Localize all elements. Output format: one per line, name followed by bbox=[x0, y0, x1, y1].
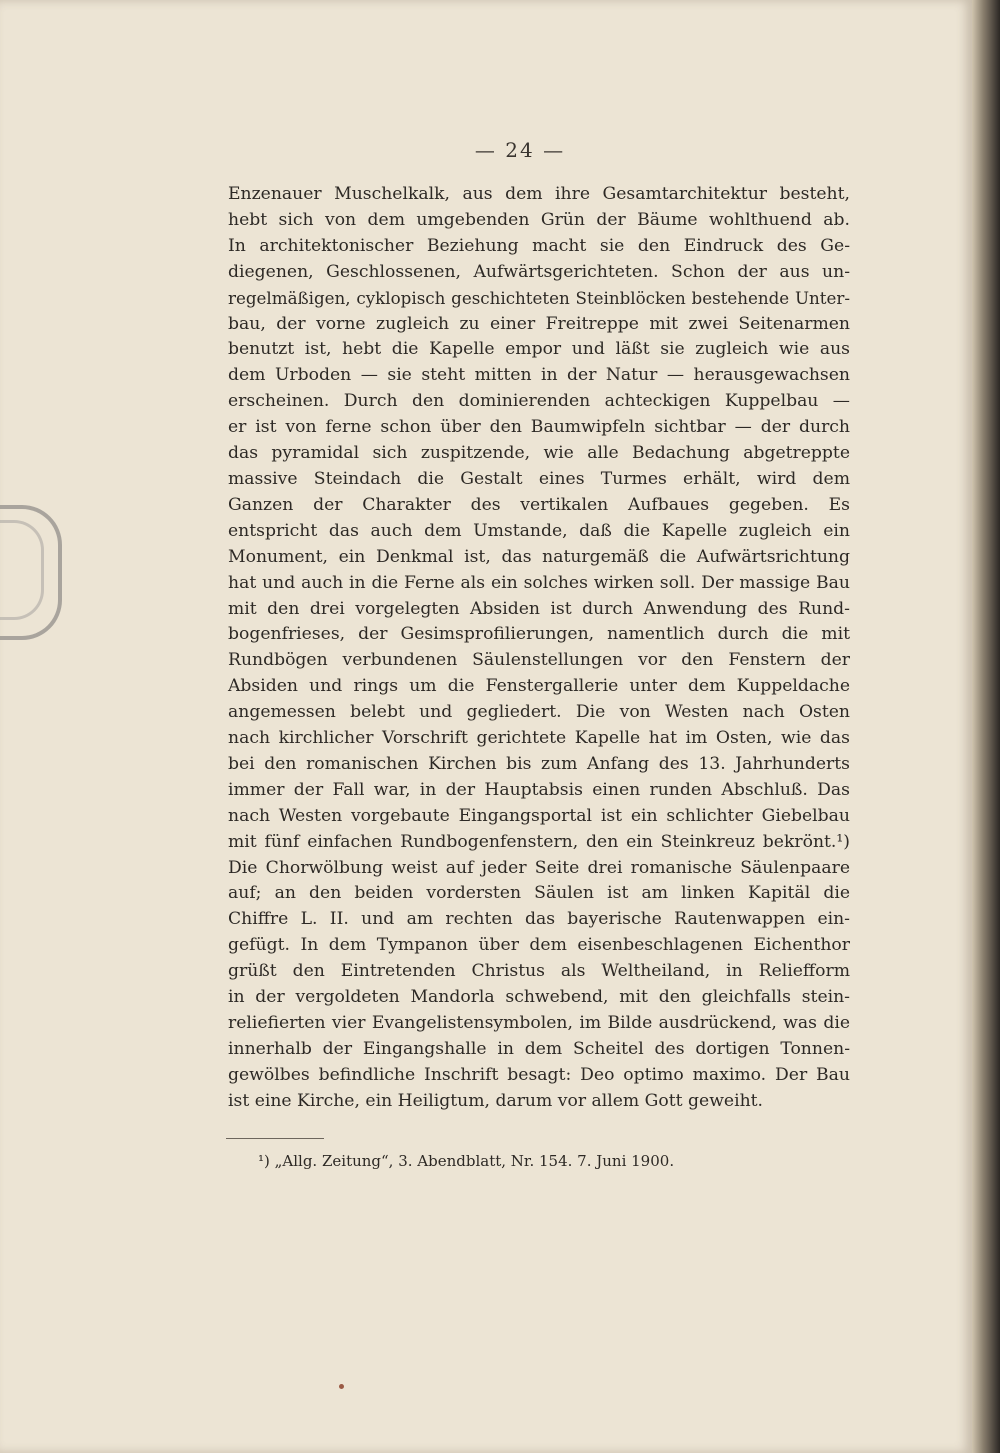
text-line: diegenen, Geschlossenen, Aufwärtsgerichteten. Schon der aus un- bbox=[228, 261, 850, 282]
text-line: in der vergoldeten Mandorla schwebend, mit den gleichfalls stein- bbox=[228, 987, 850, 1008]
text-line: mit den drei vorgelegten Absiden ist durch Anwendung des Rund- bbox=[228, 598, 850, 619]
text-line: In architektonischer Beziehung macht sie den Eindruck des Ge- bbox=[228, 235, 850, 256]
text-line: Chiffre L. II. und am rechten das bayerische Rautenwappen ein- bbox=[228, 909, 850, 930]
paper-clip-inner bbox=[0, 520, 44, 620]
text-line: innerhalb der Eingangshalle in dem Scheitel des dortigen Tonnen- bbox=[228, 1038, 850, 1059]
text-line: bei den romanischen Kirchen bis zum Anfang des 13. Jahrhunderts bbox=[228, 753, 850, 774]
text-line: Monument, ein Denkmal ist, das naturgemäß die Aufwärtsrichtung bbox=[228, 546, 850, 567]
text-line: auf; an den beiden vordersten Säulen ist am linken Kapitäl die bbox=[228, 883, 850, 904]
text-line: benutzt ist, hebt die Kapelle empor und läßt sie zugleich wie aus bbox=[228, 339, 850, 360]
text-line: grüßt den Eintretenden Christus als Weltheiland, in Reliefform bbox=[228, 961, 850, 982]
footnote-rule bbox=[226, 1138, 324, 1139]
text-line: Absiden und rings um die Fenstergallerie unter dem Kuppeldache bbox=[228, 676, 850, 697]
text-line: ist eine Kirche, ein Heiligtum, darum vor allem Gott geweiht. bbox=[228, 1090, 764, 1111]
text-line: dem Urboden — sie steht mitten in der Natur — herausgewachsen bbox=[228, 365, 850, 386]
text-line: gewölbes befindliche Inschrift besagt: Deo optimo maximo. Der Bau bbox=[228, 1064, 850, 1085]
text-line: nach kirchlicher Vorschrift gerichtete Kapelle hat im Osten, wie das bbox=[228, 728, 850, 749]
text-line: mit fünf einfachen Rundbogenfenstern, den ein Steinkreuz bekrönt.¹) bbox=[228, 831, 850, 852]
text-line: nach Westen vorgebaute Eingangsportal ist ein schlichter Giebelbau bbox=[228, 805, 850, 826]
text-line: reliefierten vier Evangelistensymbolen, im Bilde ausdrückend, was die bbox=[228, 1013, 850, 1033]
text-line: Ganzen der Charakter des vertikalen Aufbaues gegeben. Es bbox=[228, 494, 850, 515]
text-line: erscheinen. Durch den dominierenden achteckigen Kuppelbau — bbox=[228, 391, 850, 412]
text-line: regelmäßigen, cyklopisch geschichteten Steinblöcken bestehende Unter- bbox=[228, 287, 850, 308]
text-line: hebt sich von dem umgebenden Grün der Bäume wohlthuend ab. bbox=[228, 209, 850, 230]
text-line: entspricht das auch dem Umstande, daß die Kapelle zugleich ein bbox=[228, 520, 850, 541]
body-text bbox=[228, 182, 850, 1115]
text-line: massive Steindach die Gestalt eines Turmes erhält, wird dem bbox=[228, 468, 850, 489]
text-line: Enzenauer Muschelkalk, aus dem ihre Gesamtarchitektur besteht, bbox=[228, 184, 850, 204]
text-line: er ist von ferne schon über den Baumwipfeln sichtbar — der durch bbox=[228, 417, 850, 438]
text-line: angemessen belebt und gegliedert. Die von Westen nach Osten bbox=[228, 702, 850, 723]
text-line: bogenfrieses, der Gesimsprofilierungen, namentlich durch die mit bbox=[228, 624, 850, 645]
text-line: Rundbögen verbundenen Säulenstellungen vor den Fenstern der bbox=[228, 650, 850, 671]
text-line: das pyramidal sich zuspitzende, wie alle Bedachung abgetreppte bbox=[228, 443, 850, 464]
paper-speck bbox=[339, 1384, 344, 1389]
text-line: gefügt. In dem Tympanon über dem eisenbeschlagenen Eichenthor bbox=[228, 935, 850, 956]
text-line: immer der Fall war, in der Hauptabsis einen runden Abschluß. Das bbox=[228, 779, 850, 800]
text-line: Die Chorwölbung weist auf jeder Seite drei romanische Säulenpaare bbox=[228, 857, 850, 878]
page-edge bbox=[972, 0, 1000, 1453]
footnote: ¹) „Allg. Zeitung“, 3. Abendblatt, Nr. 154. 7. Juni 1900. bbox=[258, 1152, 675, 1170]
text-line: bau, der vorne zugleich zu einer Freitreppe mit zwei Seitenarmen bbox=[228, 313, 850, 334]
page-number: — 24 — bbox=[474, 138, 566, 162]
text-line: hat und auch in die Ferne als ein solches wirken soll. Der massige Bau bbox=[228, 572, 850, 593]
